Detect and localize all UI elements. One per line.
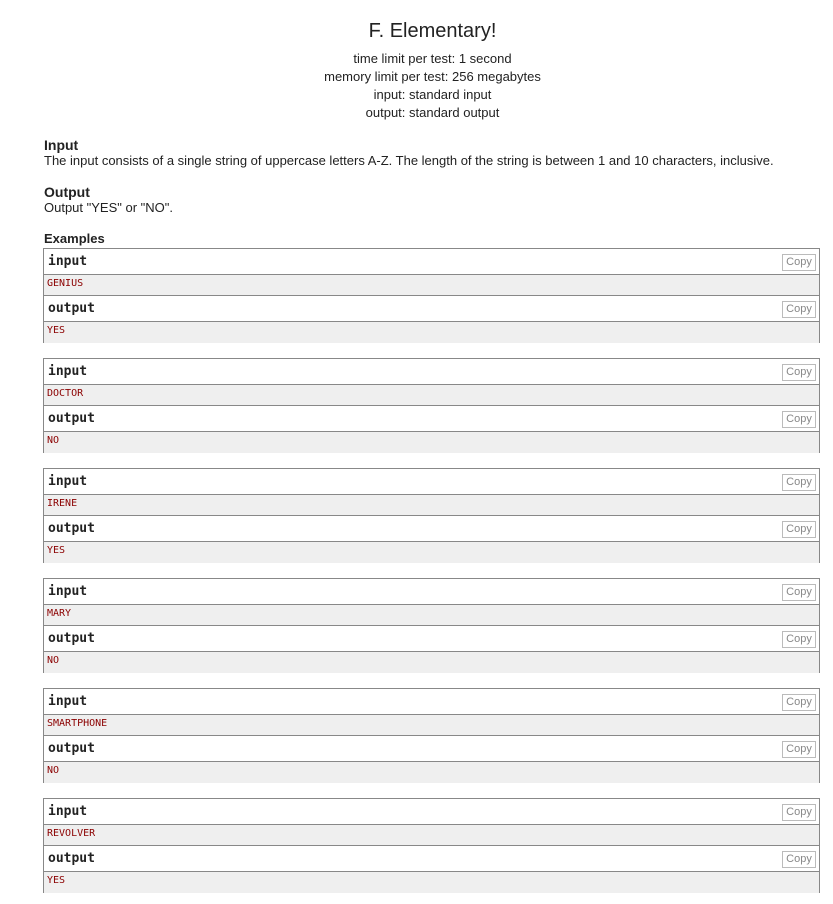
output-value: NO <box>47 655 60 666</box>
output-value-row <box>44 321 819 343</box>
example-block <box>43 248 820 343</box>
input-label: input <box>48 254 88 269</box>
time-limit: time limit per test: 1 second <box>353 51 512 66</box>
output-value: YES <box>47 875 66 886</box>
input-value: REVOLVER <box>47 828 96 839</box>
copy-output-button[interactable]: Copy <box>782 301 816 318</box>
input-label: input <box>48 694 88 709</box>
input-value-row <box>44 274 819 296</box>
input-value-row <box>44 714 819 736</box>
input-label: input <box>48 804 88 819</box>
output-label: output <box>48 411 95 426</box>
copy-input-button[interactable]: Copy <box>782 254 816 271</box>
input-value-row <box>44 824 819 846</box>
input-value: GENIUS <box>47 278 84 289</box>
input-label: input <box>48 584 88 599</box>
output-type: output: standard output <box>365 105 500 120</box>
output-header <box>44 406 819 431</box>
output-section-title: Output <box>44 184 90 200</box>
input-header <box>44 359 819 384</box>
output-value: YES <box>47 325 66 336</box>
input-value: IRENE <box>47 498 78 509</box>
output-label: output <box>48 521 95 536</box>
output-value-row <box>44 761 819 783</box>
copy-input-button[interactable]: Copy <box>782 474 816 491</box>
output-value-row <box>44 871 819 893</box>
copy-output-button[interactable]: Copy <box>782 521 816 538</box>
copy-input-button[interactable]: Copy <box>782 364 816 381</box>
copy-input-button[interactable]: Copy <box>782 584 816 601</box>
input-section-title: Input <box>44 137 79 153</box>
output-header <box>44 846 819 871</box>
input-value-row <box>44 604 819 626</box>
input-section-text: The input consists of a single string of uppercase letters A-Z. The length of the string is between 1 and 10 characters, inclusive. <box>44 153 774 168</box>
output-value: NO <box>47 435 60 446</box>
copy-output-button[interactable]: Copy <box>782 741 816 758</box>
input-header <box>44 249 819 274</box>
output-header <box>44 296 819 321</box>
memory-limit: memory limit per test: 256 megabytes <box>324 69 541 84</box>
output-label: output <box>48 741 95 756</box>
output-header <box>44 516 819 541</box>
copy-input-button[interactable]: Copy <box>782 694 816 711</box>
copy-input-button[interactable]: Copy <box>782 804 816 821</box>
input-value-row <box>44 494 819 516</box>
input-label: input <box>48 364 88 379</box>
example-block <box>43 578 820 673</box>
input-header <box>44 579 819 604</box>
example-block <box>43 688 820 783</box>
input-value-row <box>44 384 819 406</box>
input-value: MARY <box>47 608 72 619</box>
examples-title: Examples <box>44 231 105 246</box>
input-header <box>44 469 819 494</box>
output-header <box>44 626 819 651</box>
output-header <box>44 736 819 761</box>
output-label: output <box>48 301 95 316</box>
output-value-row <box>44 431 819 453</box>
copy-output-button[interactable]: Copy <box>782 631 816 648</box>
example-block <box>43 468 820 563</box>
output-value: YES <box>47 545 66 556</box>
output-label: output <box>48 631 95 646</box>
copy-output-button[interactable]: Copy <box>782 851 816 868</box>
input-label: input <box>48 474 88 489</box>
input-value: DOCTOR <box>47 388 84 399</box>
output-value-row <box>44 651 819 673</box>
output-section-text: Output "YES" or "NO". <box>44 200 174 215</box>
copy-output-button[interactable]: Copy <box>782 411 816 428</box>
example-block <box>43 798 820 893</box>
input-type: input: standard input <box>373 87 492 102</box>
input-value: SMARTPHONE <box>47 718 108 729</box>
input-header <box>44 689 819 714</box>
problem-title: F. Elementary! <box>368 20 497 42</box>
output-label: output <box>48 851 95 866</box>
input-header <box>44 799 819 824</box>
output-value-row <box>44 541 819 563</box>
output-value: NO <box>47 765 60 776</box>
example-block <box>43 358 820 453</box>
